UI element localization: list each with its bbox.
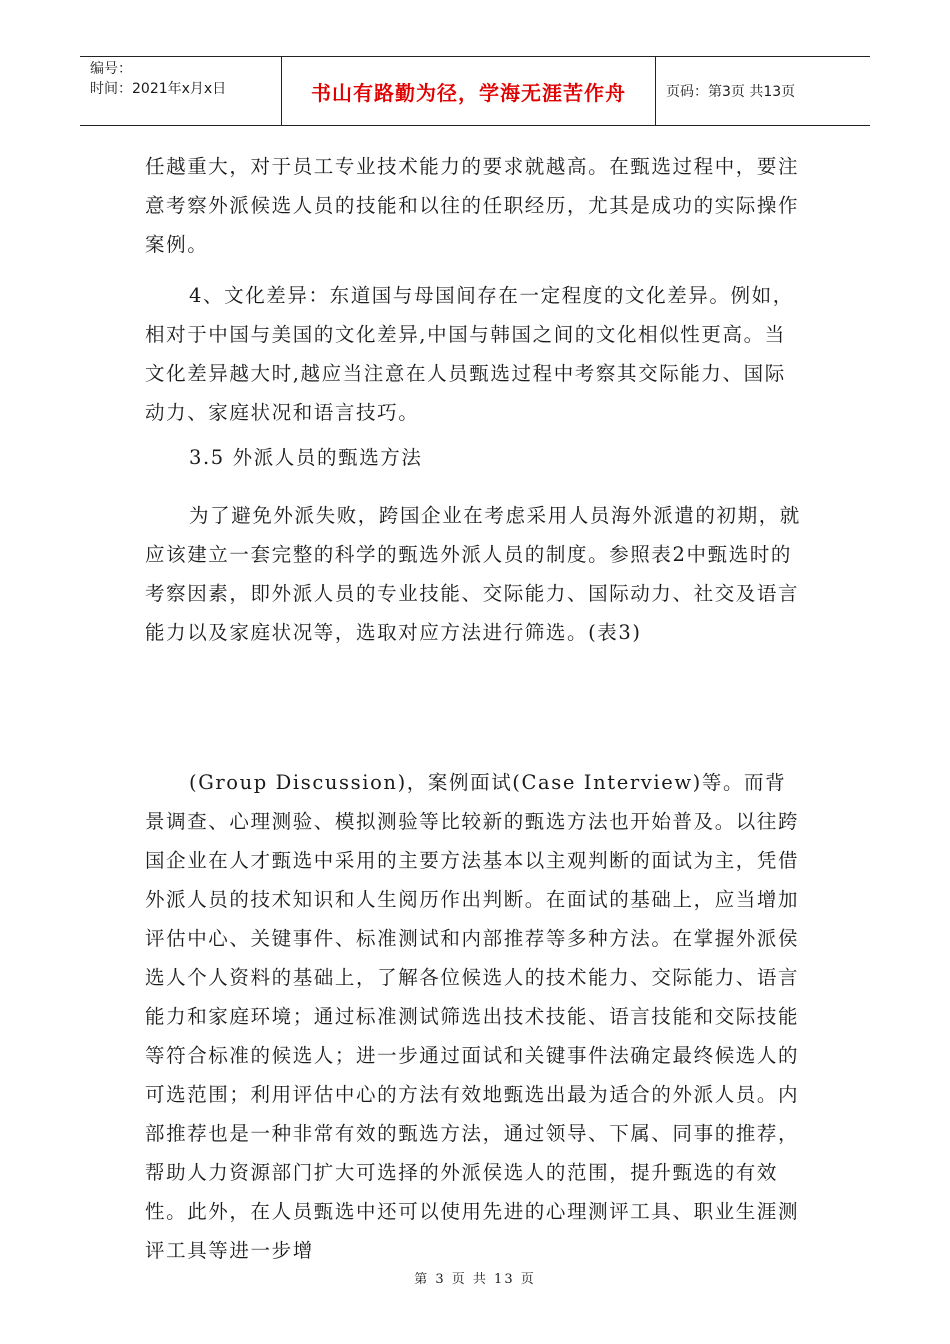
document-number-label: 编号：: [90, 61, 132, 77]
paragraph-continuation: 任越重大，对于员工专业技术能力的要求就越高。在甄选过程中，要注意考察外派候选人员的技能和以往的任职经历，尤其是成功的实际操作案例。: [145, 155, 800, 256]
section-heading: 3.5 外派人员的甄选方法: [189, 446, 423, 469]
paragraph-cultural-difference: 4、文化差异：东道国与母国间存在一定程度的文化差异。例如，相对于中国与美国的文化差异,中国与韩国之间的文化相似性更高。当文化差异越大时,越应当注意在人员甄选过程中考察其交际能力、国际动力、家庭状况和语言技巧。: [145, 284, 794, 424]
paragraph-selection-system: 为了避免外派失败，跨国企业在考虑采用人员海外派遣的初期，就应该建立一套完整的科学的甄选外派人员的制度。参照表2中甄选时的考察因素，即外派人员的专业技能、交际能力、国际动力、社交及语言能力以及家庭状况等，选取对应方法进行筛选。(表3): [145, 504, 801, 644]
paragraph-selection-methods: (Group Discussion)，案例面试(Case Interview)等。而背景调查、心理测验、模拟测验等比较新的甄选方法也开始普及。以往跨国企业在人才甄选中采用的主要方法基本以主观判断的面试为主，凭借外派人员的技术知识和人生阅历作出判断。在面试的基础上，应当增加评估中心、关键事件、标准测试和内部推荐等多种方法。在掌握外派侯选人个人资料的基础上，了解各位候选人的技术能力、交际能力、语言能力和家庭环境；通过标准测试筛选出技术技能、语言技能和交际技能等符合标准的候选人；进一步通过面试和关键事件法确定最终候选人的可选范围；利用评估中心的方法有效地甄选出最为适合的外派人员。内部推荐也是一种非常有效的甄选方法，通过领导、下属、同事的推荐，帮助人力资源部门扩大可选择的外派侯选人的范围，提升甄选的有效性。此外，在人员甄选中还可以使用先进的心理测评工具、职业生涯测评工具等进一步增: [145, 771, 800, 1262]
page-footer: 第 3 页 共 13 页: [414, 1272, 536, 1287]
page-header: [80, 56, 870, 126]
header-motto: 书山有路勤为径，学海无涯苦作舟: [282, 57, 656, 125]
header-page-info: 页码：第3页 共13页: [666, 84, 796, 100]
document-time-label: 时间：2021年x月x日: [90, 81, 227, 97]
header-meta: [80, 57, 282, 125]
